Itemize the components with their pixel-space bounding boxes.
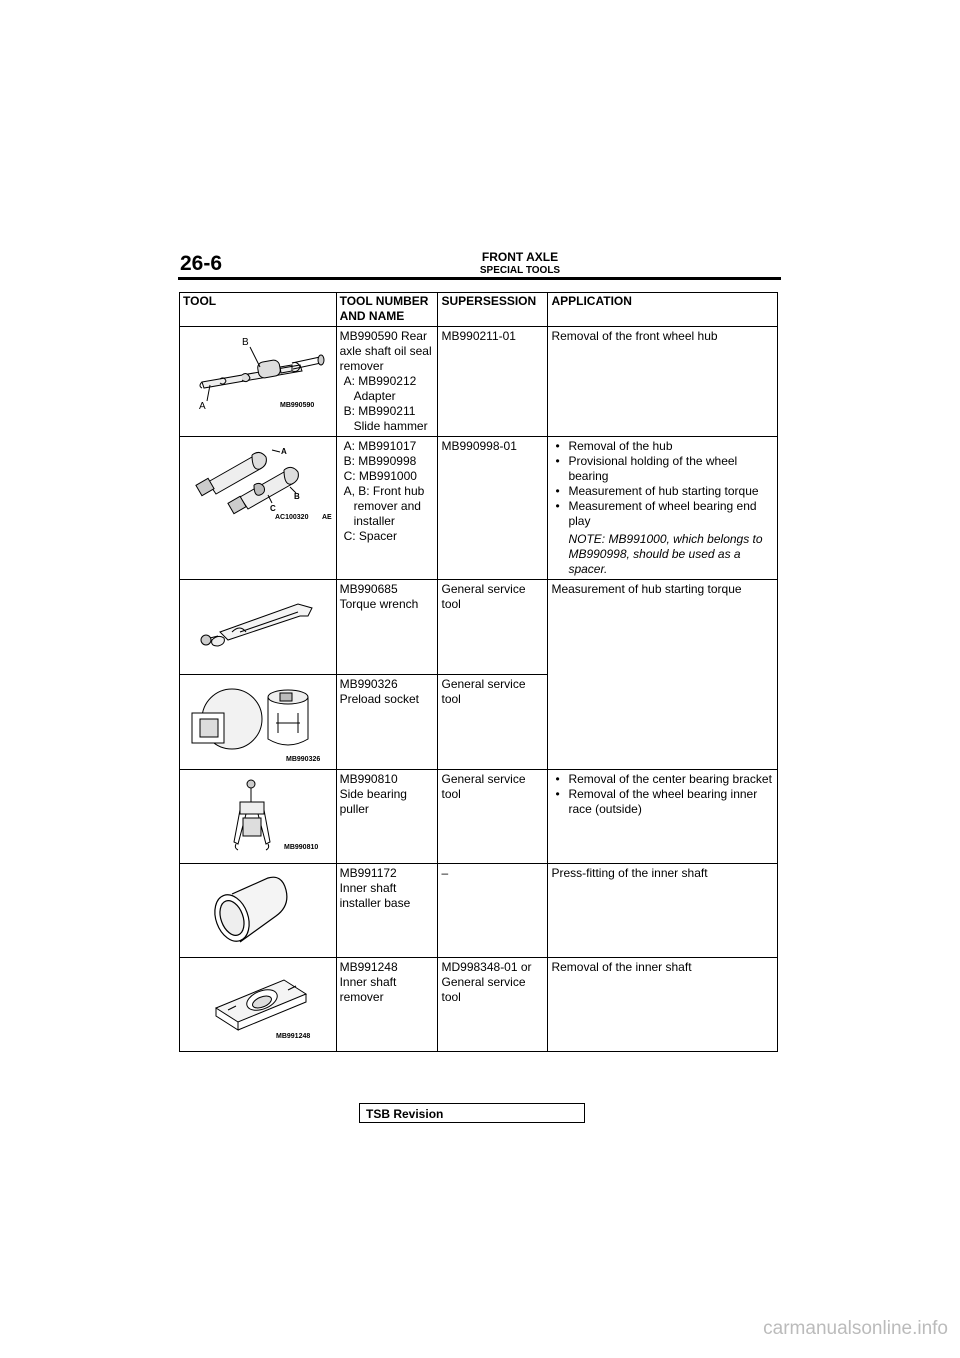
tool-number-line: MB991172 [339,866,397,880]
tool-number-line: MB990590 Rear axle shaft oil seal remover [339,329,432,373]
tool-image-cell [180,580,337,675]
column-header: TOOL NUMBER AND NAME [336,293,438,327]
list-item: • Removal of the hub [551,439,774,454]
image-label: MB990810 [284,844,319,851]
note-text: NOTE: MB991000, which belongs to MB990998, should be used as a spacer. [568,532,763,576]
tool-number-line: installer base [339,896,411,910]
callout-b: B [242,337,249,348]
tool-image-cell [180,864,337,958]
tool-number-line: puller [339,802,369,816]
callout-a: A [281,447,287,456]
inner-shaft-remover-illustration [180,958,337,1052]
tool-number-line: A, B: Front hub remover and installer [343,484,425,528]
tool-number-cell [336,770,438,864]
callout-a: A [199,401,206,412]
tool-number-line: MB991248 [339,960,398,974]
tool-image-cell [180,327,337,437]
callout-c: C [270,504,276,513]
tool-number-line: Torque wrench [339,597,419,611]
table-row [180,770,778,864]
tool-number-line: Preload socket [339,692,419,706]
tool-number-line: C: Spacer [343,529,397,543]
tool-number-line: B: MB990211 Slide hammer [343,404,428,433]
tool-number-line: Inner shaft [339,881,397,895]
supersession-cell: General service tool [438,580,548,675]
tool-number-cell [336,958,438,1052]
table-row [180,958,778,1052]
image-label: MB990590 [280,402,315,409]
page-number: 26-6 [180,252,223,275]
preload-socket-illustration [180,675,337,770]
slide-hammer-illustration [180,327,337,435]
list-item: • Measurement of wheel bearing end play [551,499,774,529]
tool-number-line: A: MB991017 [343,439,417,453]
tool-number-cell [336,864,438,958]
supersession-cell: General service tool [438,770,548,864]
application-cell: Measurement of hub starting torque [548,580,778,770]
list-item: • Measurement of hub starting torque [551,484,774,499]
front-hub-remover-illustration [180,437,337,580]
torque-wrench-illustration [180,580,337,675]
image-label: MB990326 [286,756,321,763]
application-cell: Removal of the front wheel hub [548,327,778,437]
tool-number-line: MB990685 [339,582,398,596]
table-header-row [180,293,778,327]
tool-number-cell [336,580,438,675]
tool-number-cell [336,437,438,580]
supersession-cell: General service tool [438,675,548,770]
tool-image-cell [180,437,337,580]
section-title: FRONT AXLE [481,250,559,264]
tool-number-cell [336,675,438,770]
header-rule [178,277,781,280]
watermark: carmanualsonline.info [763,1318,948,1339]
tool-number-line: A: MB990212 Adapter [343,374,417,403]
tool-number-cell [336,327,438,437]
image-label-suffix: AE [322,514,332,521]
tool-number-line: Side bearing [339,787,407,801]
image-label: MB991248 [276,1033,311,1040]
subsection-title: SPECIAL TOOLS [479,265,561,276]
supersession-cell: – [438,864,548,958]
tool-number-line: MB990810 [339,772,398,786]
tsb-revision-box: TSB Revision [359,1103,585,1123]
table-row [180,437,778,580]
tool-number-line: MB990326 [339,677,398,691]
column-header: APPLICATION [548,293,778,327]
tool-number-line: Inner shaft [339,975,397,989]
tool-number-line: B: MB990998 [343,454,417,468]
application-cell [548,437,778,580]
supersession-cell: MD998348-01 or General service tool [438,958,548,1052]
tool-number-line: remover [339,990,384,1004]
table-row [180,327,778,437]
tool-image-cell [180,770,337,864]
table-row [180,864,778,958]
installer-base-illustration [180,864,337,958]
column-header: TOOL [180,293,337,327]
table-row [180,580,778,675]
tool-image-cell [180,958,337,1052]
application-cell: Removal of the inner shaft [548,958,778,1052]
application-cell: Press-fitting of the inner shaft [548,864,778,958]
special-tools-table [179,292,778,1052]
column-header: SUPERSESSION [438,293,548,327]
side-bearing-puller-illustration [180,770,337,864]
application-cell [548,770,778,864]
image-label: AC100320 [275,514,309,521]
callout-b: B [294,492,300,501]
tool-number-line: C: MB991000 [343,469,417,483]
list-item: • Removal of the wheel bearing inner race (outside) [551,787,774,817]
list-item: • Provisional holding of the wheel bearing [551,454,774,484]
list-item: • Removal of the center bearing bracket [551,772,774,787]
supersession-cell: MB990211-01 [438,327,548,437]
supersession-cell: MB990998-01 [438,437,548,580]
tool-image-cell [180,675,337,770]
